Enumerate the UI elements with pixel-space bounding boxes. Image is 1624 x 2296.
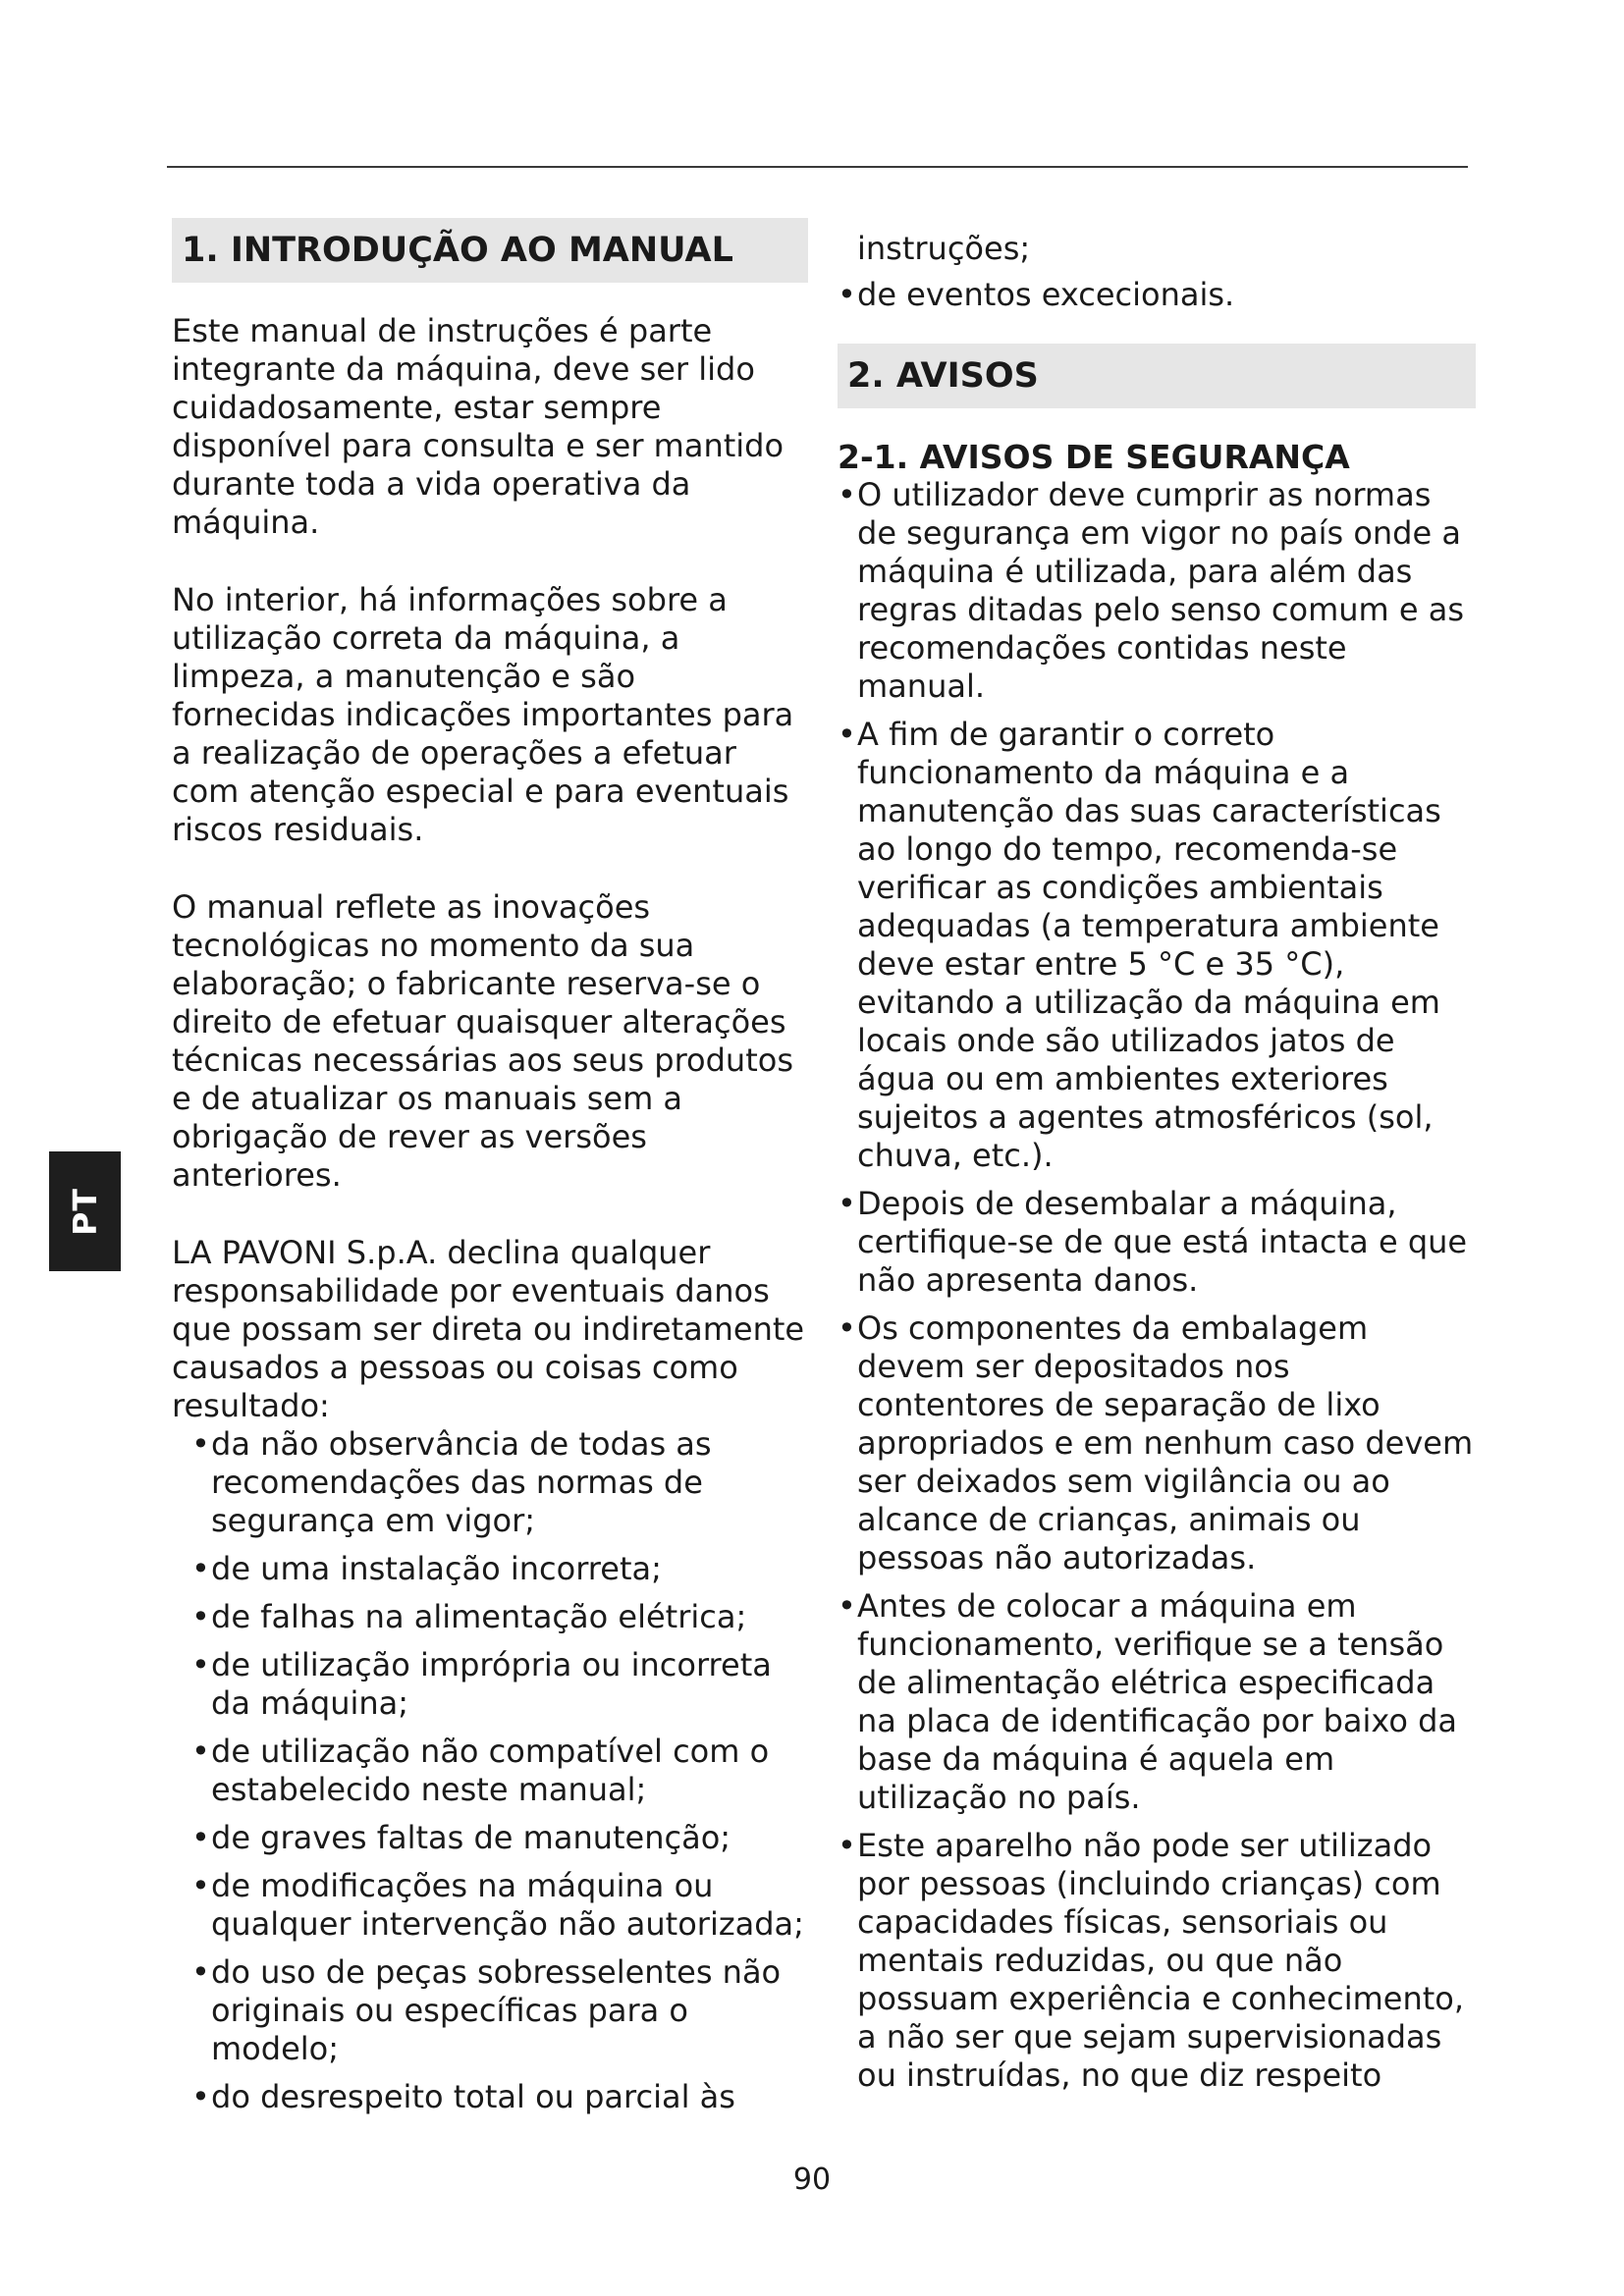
list-item: • da não observância de todas as recomendações das normas de segurança em vigor;	[191, 1425, 808, 1540]
list-item: • de modificações na máquina ou qualquer intervenção não autorizada;	[191, 1867, 808, 1944]
subsection-heading: 2-1. AVISOS DE SEGURANÇA	[838, 438, 1350, 476]
list-item: • de utilização não compatível com o estabelecido neste manual;	[191, 1733, 808, 1809]
list-item: • Antes de colocar a máquina em funcionamento, verifique se a tensão de alimentação elétrica especificada na placa de identificação por baixo da base da máquina é aquela em utilização no país.	[838, 1587, 1476, 1817]
intro-paragraph-3: O manual reflete as inovações tecnológicas no momento da sua elaboração; o fabricante reserva-se o direito de efetuar quaisquer alterações técnicas necessárias aos seus produtos e de atualizar os manuais sem a obrigação de rever as versões anteriores.	[172, 888, 793, 1194]
list-item: • do uso de peças sobresselentes não originais ou específicas para o modelo;	[191, 1953, 808, 2068]
list-item: • de graves faltas de manutenção;	[191, 1819, 808, 1857]
list-item: • de falhas na alimentação elétrica;	[191, 1598, 808, 1636]
liability-list	[191, 1425, 808, 2116]
intro-paragraph-1: Este manual de instruções é parte integrante da máquina, deve ser lido cuidadosamente, estar sempre disponível para consulta e ser mantido durante toda a vida operativa da máquina.	[172, 312, 785, 541]
list-item: • A fim de garantir o correto funcionamento da máquina e a manutenção das suas características ao longo do tempo, recomenda-se verificar as condições ambientais adequadas (a temperatura ambiente deve estar entre 5 °C e 35 °C), evitando a utilização da máquina em locais onde são utilizados jatos de água ou em ambientes exteriores sujeitos a agentes atmosféricos (sol, chuva, etc.).	[838, 716, 1476, 1175]
section-1-heading: 1. INTRODUÇÃO AO MANUAL	[172, 218, 808, 283]
list-item: • O utilizador deve cumprir as normas de segurança em vigor no país onde a máquina é utilizada, para além das regras ditadas pelo senso comum e as recomendações contidas neste manual.	[838, 476, 1476, 706]
list-item: • Os componentes da embalagem devem ser depositados nos contentores de separação de lixo apropriados e em nenhum caso devem ser deixados sem vigilância ou ao alcance de crianças, animais ou pessoas não autorizadas.	[838, 1309, 1476, 1577]
section-2-heading: 2. AVISOS	[838, 344, 1476, 408]
list-item: • do desrespeito total ou parcial às	[191, 2078, 808, 2116]
list-item: • Depois de desembalar a máquina, certifique-se de que está intacta e que não apresenta danos.	[838, 1185, 1476, 1300]
list-item: • de eventos excecionais.	[838, 276, 1476, 314]
safety-warnings-list	[838, 476, 1476, 2095]
list-continuation: instruções;	[857, 230, 1031, 267]
intro-paragraph-2: No interior, há informações sobre a utilização correta da máquina, a limpeza, a manutenção e são fornecidas indicações importantes para a realização de operações a efetuar com atenção especial e para eventuais riscos residuais.	[172, 581, 794, 848]
header-rule	[167, 166, 1468, 168]
list-item: • de uma instalação incorreta;	[191, 1550, 808, 1588]
page-number: 90	[792, 2163, 832, 2197]
liability-list-continued	[838, 276, 1476, 314]
language-tab-label: PT	[65, 1187, 104, 1236]
right-column	[838, 218, 1476, 2105]
intro-paragraph-4: LA PAVONI S.p.A. declina qualquer responsabilidade por eventuais danos que possam ser direta ou indiretamente causados a pessoas ou coisas como resultado:	[172, 1234, 805, 1424]
language-tab	[49, 1151, 121, 1271]
left-column	[172, 218, 808, 2126]
list-item: • Este aparelho não pode ser utilizado por pessoas (incluindo crianças) com capacidades físicas, sensoriais ou mentais reduzidas, ou que não possuam experiência e conhecimento, a não ser que sejam supervisionadas ou instruídas, no que diz respeito	[838, 1827, 1476, 2095]
list-item: • de utilização imprópria ou incorreta da máquina;	[191, 1646, 808, 1723]
